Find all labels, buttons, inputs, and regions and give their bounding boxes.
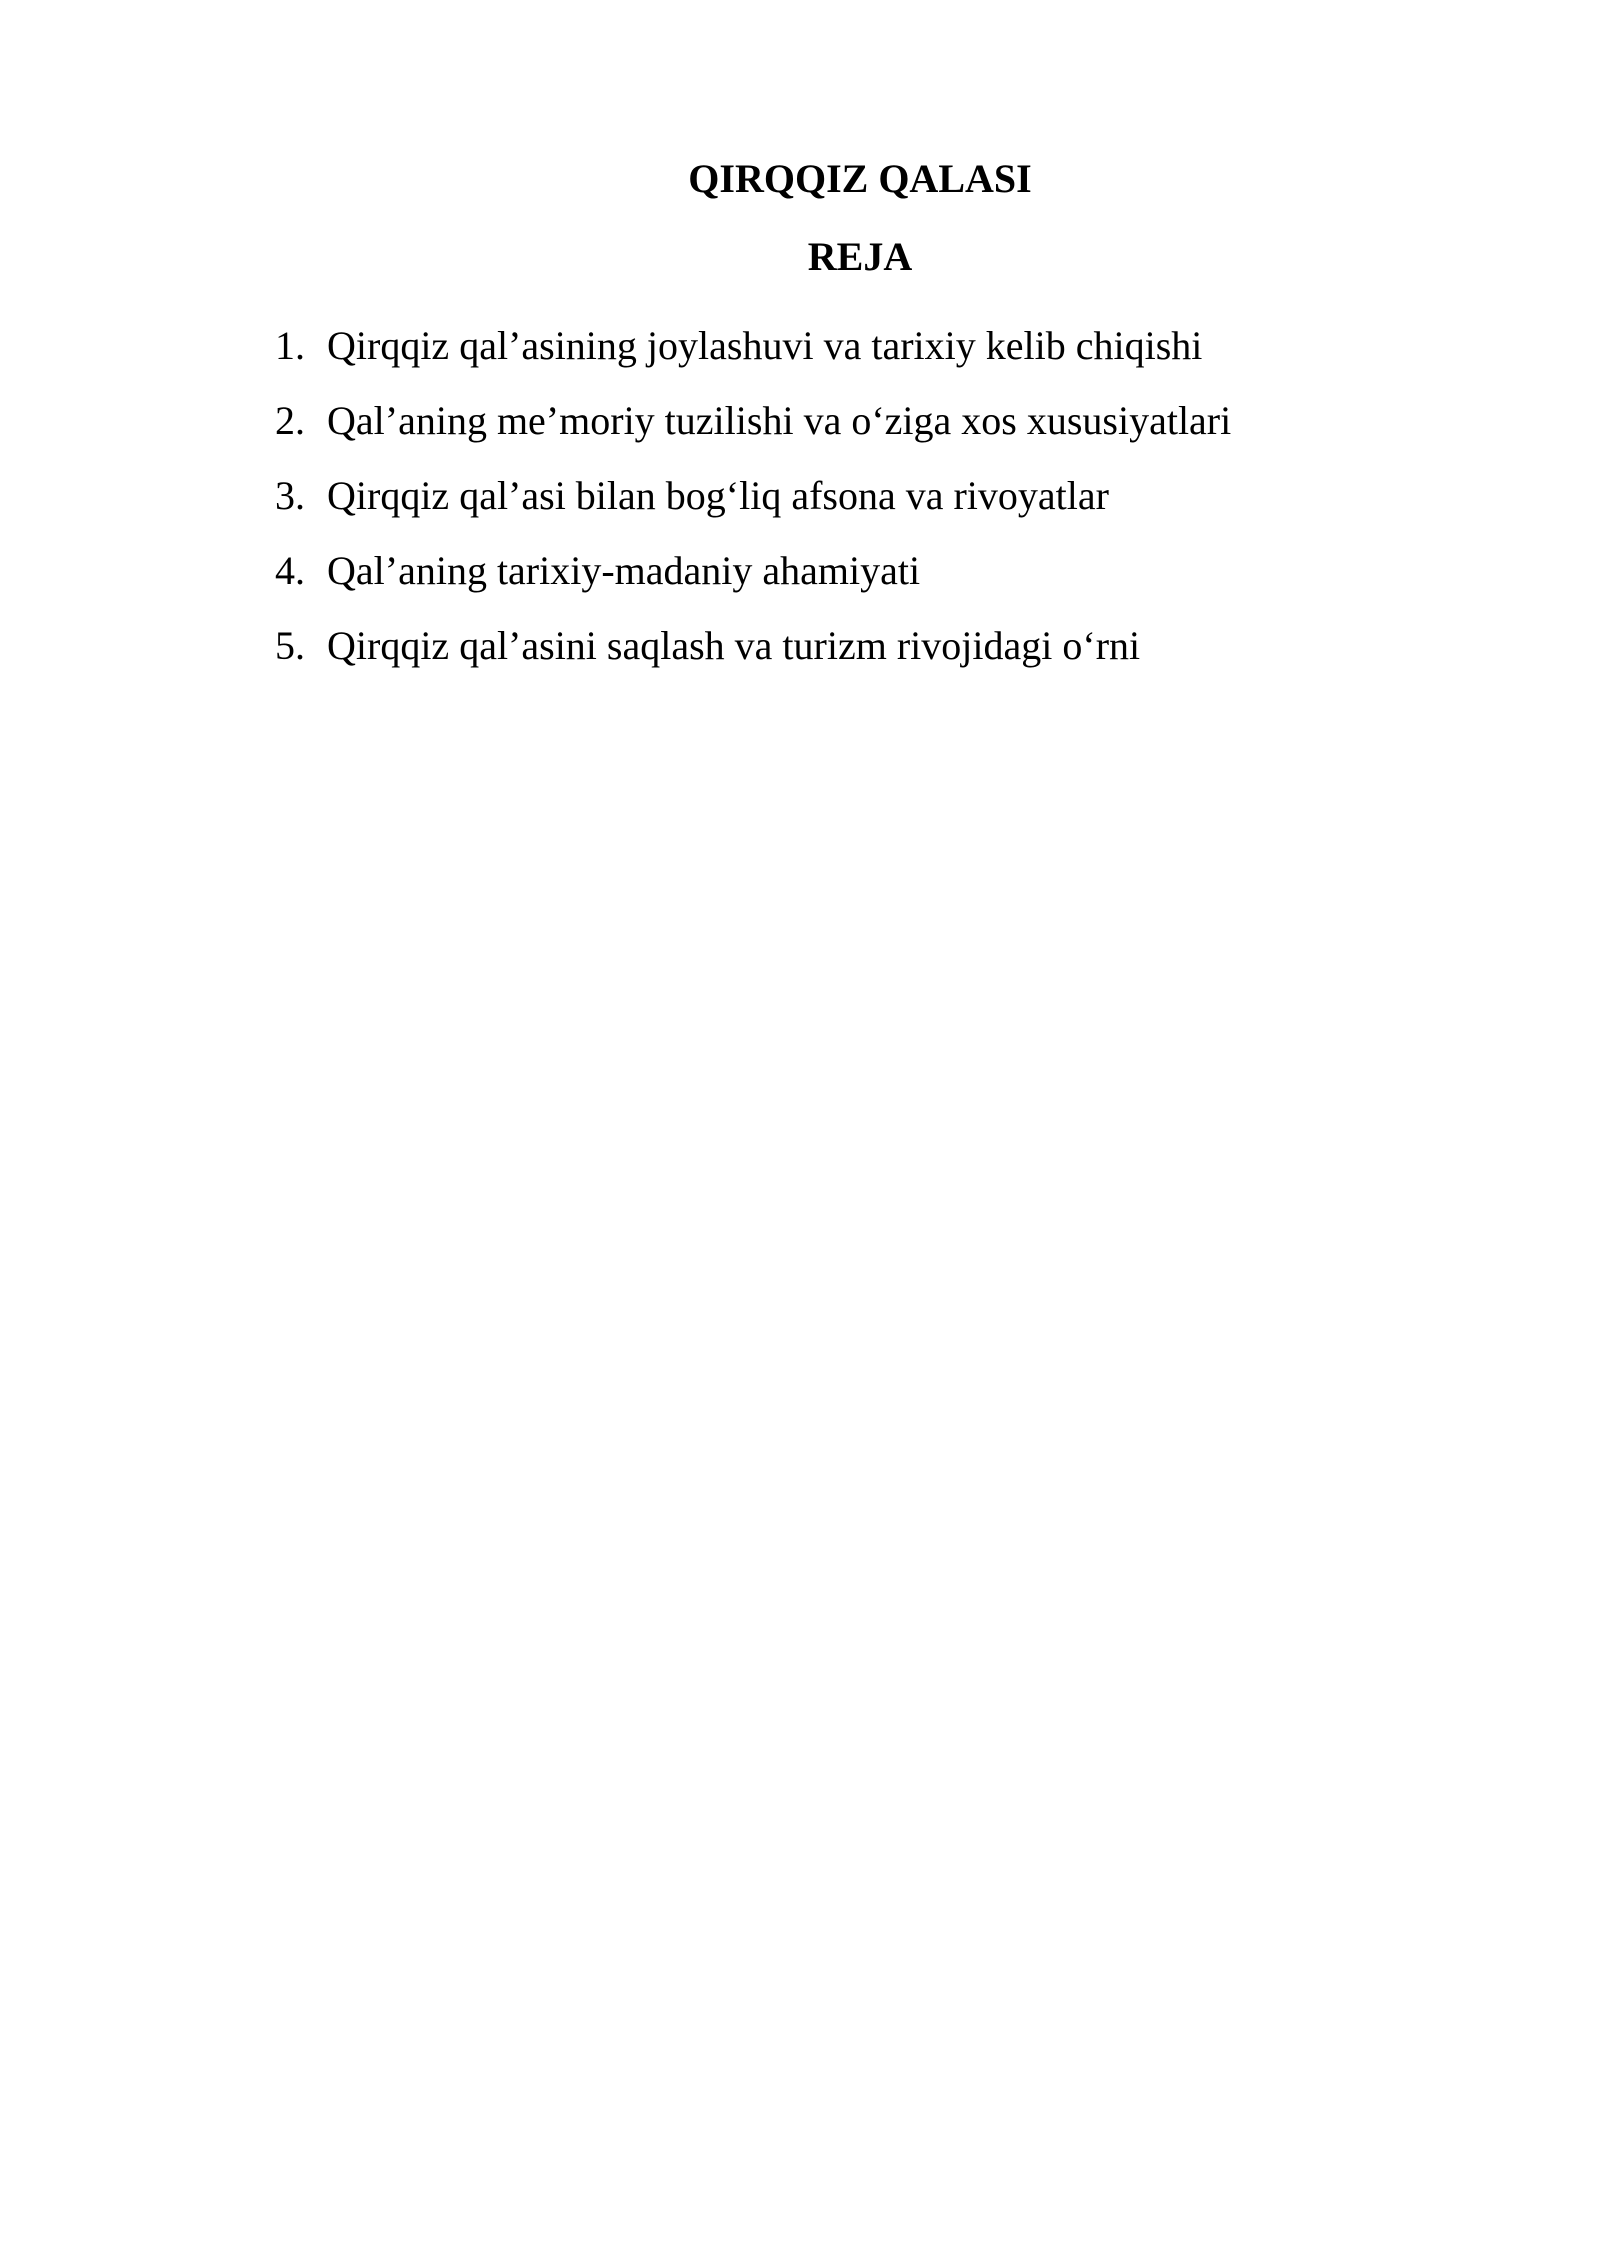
list-item-number: 1.	[275, 323, 305, 368]
list-item-number: 4.	[275, 548, 305, 593]
list-item-number: 5.	[275, 623, 305, 668]
list-item-text: Qirqqiz qal’asini saqlash va turizm rivojidagi o‘rni	[327, 623, 1141, 668]
list-item-text: Qal’aning me’moriy tuzilishi va o‘ziga xos xususiyatlari	[327, 398, 1232, 443]
document-title: QIRQQIZ QALASI	[688, 156, 1032, 201]
list-item-number: 2.	[275, 398, 305, 443]
list-item-text: Qirqqiz qal’asining joylashuvi va tarixiy kelib chiqishi	[327, 323, 1203, 368]
list-item	[275, 383, 1231, 458]
list-item	[275, 608, 1231, 683]
list-item-text: Qirqqiz qal’asi bilan bog‘liq afsona va rivoyatlar	[327, 473, 1109, 518]
plan-heading: REJA	[807, 234, 913, 279]
list-item	[275, 458, 1231, 533]
list-item-number: 3.	[275, 473, 305, 518]
plan-list	[275, 308, 1231, 683]
list-item-text: Qal’aning tarixiy-madaniy ahamiyati	[327, 548, 921, 593]
list-item	[275, 308, 1231, 383]
list-item	[275, 533, 1231, 608]
